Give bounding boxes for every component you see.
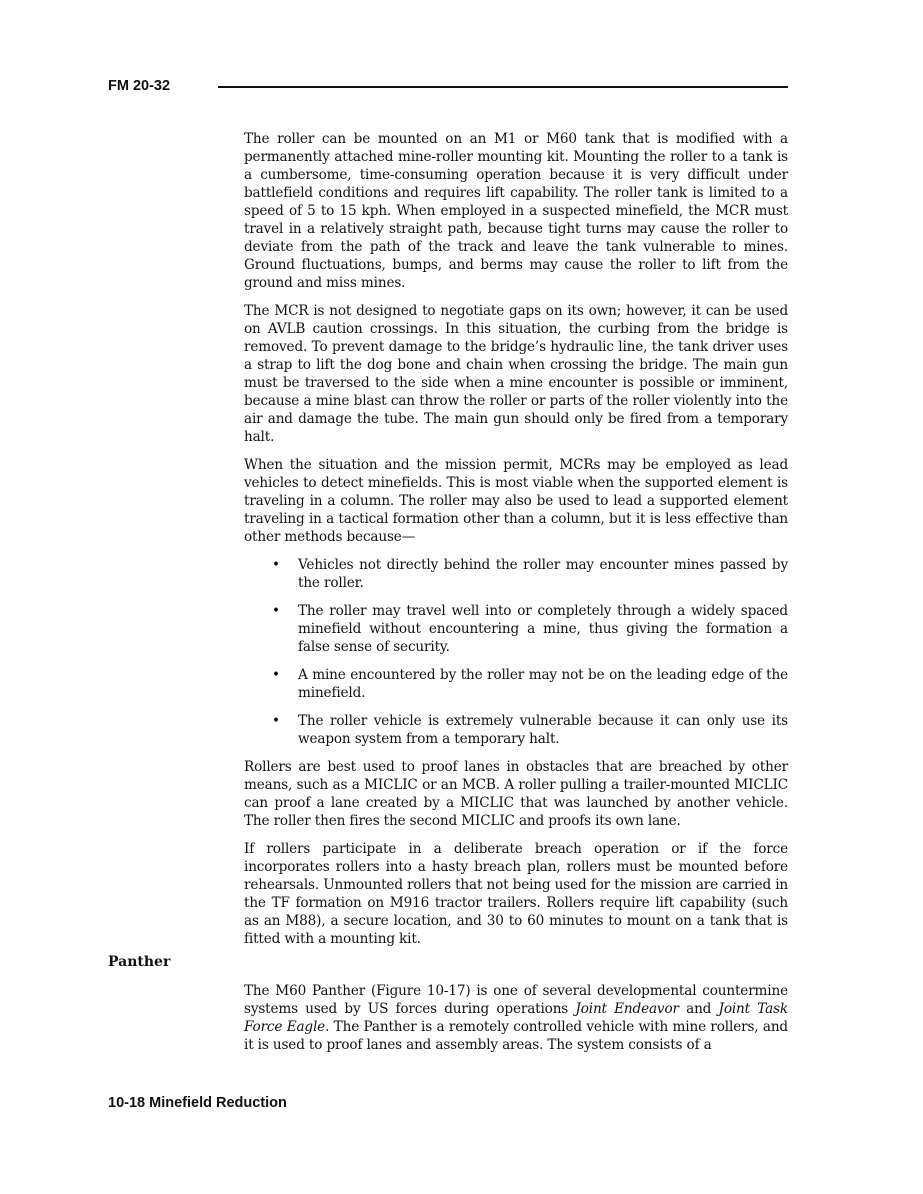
- operation-name: Joint Task Force Eagle: [244, 1001, 788, 1035]
- list-item: [244, 666, 788, 702]
- bullet-icon: •: [272, 713, 280, 729]
- list-item-text: The roller may travel well into or completely through a widely spaced minefield without encountering a mine, thus giving the formation a false sense of security.: [298, 603, 788, 655]
- header-rule: [218, 86, 788, 88]
- text-run: The M60 Panther (Figure 10-17) is one of several developmental countermine systems used by US forces during operations: [244, 983, 788, 1017]
- running-header: FM 20-32: [108, 78, 171, 94]
- paragraph: The MCR is not designed to negotiate gaps on its own; however, it can be used on AVLB caution crossings. In this situation, the curbing from the bridge is removed. To prevent damage to the bridge’s hydraulic line, the tank driver uses a strap to lift the dog bone and chain when crossing the bridge. The main gun must be traversed to the side when a mine encounter is possible or imminent, because a mine blast can throw the roller or parts of the roller violently into the air and damage the tube. The main gun should only be fired from a temporary halt.: [244, 303, 788, 445]
- list-item-text: A mine encountered by the roller may not be on the leading edge of the minefield.: [298, 667, 788, 701]
- section-heading: Panther: [108, 954, 171, 970]
- operation-name: Joint Endeavor: [575, 1001, 679, 1017]
- list-item: [244, 712, 788, 748]
- paragraph: The roller can be mounted on an M1 or M60 tank that is modified with a permanently attached mine-roller mounting kit. Mounting the roller to a tank is a cumbersome, time-consuming operation because it is very difficult under battlefield conditions and requires lift capability. The roller tank is limited to a speed of 5 to 15 kph. When employed in a suspected minefield, the MCR must travel in a relatively straight path, because tight turns may cause the roller to deviate from the path of the track and leave the tank vulnerable to mines. Ground fluctuations, bumps, and berms may cause the roller to lift from the ground and miss mines.: [244, 131, 788, 291]
- bullet-icon: •: [272, 557, 280, 573]
- paragraph: When the situation and the mission permit, MCRs may be employed as lead vehicles to detect minefields. This is most viable when the supported element is traveling in a column. The roller may also be used to lead a supported element traveling in a tactical formation other than a column, but it is less effective than other methods because—: [244, 457, 788, 545]
- text-run: . The Panther is a remotely controlled vehicle with mine rollers, and it is used to proof lanes and assembly areas. The system consists of a: [244, 1019, 788, 1053]
- list-item-text: The roller vehicle is extremely vulnerable because it can only use its weapon system from a temporary halt.: [298, 713, 788, 747]
- list-item-text: Vehicles not directly behind the roller may encounter mines passed by the roller.: [298, 557, 788, 591]
- bullet-icon: •: [272, 667, 280, 683]
- bullet-list: [244, 556, 788, 748]
- bullet-icon: •: [272, 603, 280, 619]
- section-body: [244, 982, 788, 1064]
- page-footer: 10-18 Minefield Reduction: [108, 1095, 287, 1111]
- text-run: and: [678, 1001, 719, 1017]
- paragraph: [244, 982, 788, 1054]
- paragraph: If rollers participate in a deliberate breach operation or if the force incorporates rollers into a hasty breach plan, rollers must be mounted before rehearsals. Unmounted rollers that not being used for the mission are carried in the TF formation on M916 tractor trailers. Rollers require lift capability (such as an M88), a secure location, and 30 to 60 minutes to mount on a tank that is fitted with a mounting kit.: [244, 841, 788, 947]
- paragraph: Rollers are best used to proof lanes in obstacles that are breached by other means, such as a MICLIC or an MCB. A roller pulling a trailer-mounted MICLIC can proof a lane created by a MICLIC that was launched by another vehicle. The roller then fires the second MICLIC and proofs its own lane.: [244, 759, 788, 829]
- body-text: [244, 130, 788, 958]
- list-item: [244, 556, 788, 592]
- list-item: [244, 602, 788, 656]
